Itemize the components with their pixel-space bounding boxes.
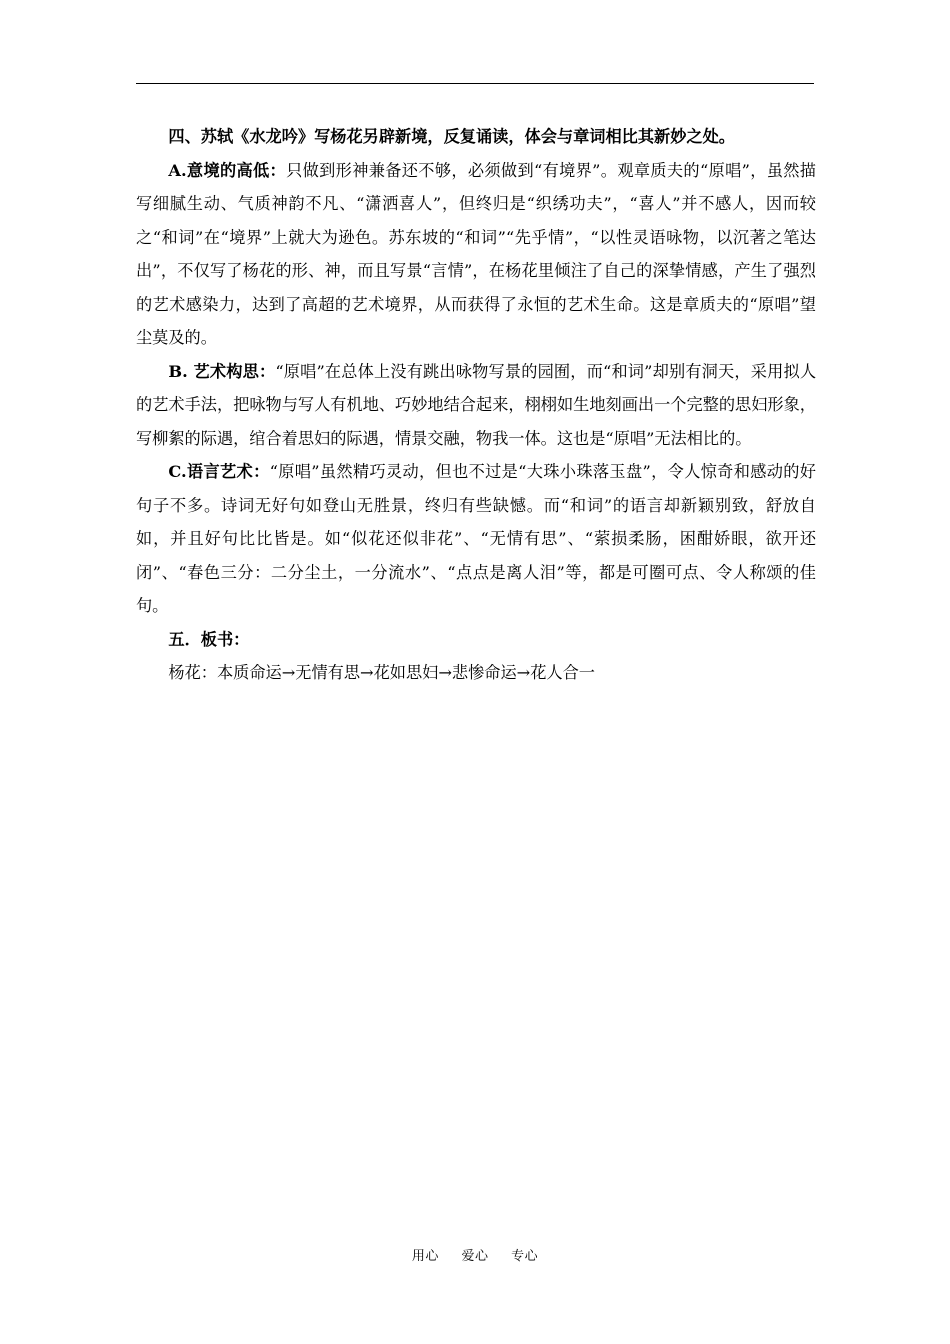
- paragraph-c-text: “原唱”虽然精巧灵动，但也不过是“大珠小珠落玉盘”，令人惊奇和感动的好句子不多。诗词无好句如登山无胜景，终归有些缺憾。而“和词”的语言却新颖别致，舒放自如，并且好句比比皆是。如“似花还似非花”、“无情有思”、“萦损柔肠，困酣娇眼，欲开还闭”、“春色三分：二分尘土，一分流水”、“点点是离人泪”等，都是可圈可点、令人称颂的佳句。: [136, 462, 816, 615]
- paragraph-a: [136, 154, 816, 355]
- board-summary-line: 杨花：本质命运→无情有思→花如思妇→悲惨命运→花人合一: [168, 663, 595, 682]
- paragraph-c: [136, 455, 816, 623]
- footer-item-1: 用心: [411, 1249, 439, 1264]
- document-body: [136, 120, 816, 690]
- page-footer: [0, 1247, 950, 1267]
- paragraph-a-text: 只做到形神兼备还不够，必须做到“有境界”。观章质夫的“原唱”，虽然描写细腻生动、气质神韵不凡、“潇洒喜人”，但终归是“织绣功夫”，“喜人”并不感人，因而较之“和词”在“境界”上就大为逊色。苏东坡的“和词”“先乎情”，“以性灵语咏物，以沉著之笔达出”，不仅写了杨花的形、神，而且写景“言情”，在杨花里倾注了自己的深挚情感，产生了强烈的艺术感染力，达到了高超的艺术境界，从而获得了永恒的艺术生命。这是章质夫的“原唱”望尘莫及的。: [136, 160, 816, 347]
- header-rule: [136, 83, 814, 84]
- footer-item-2: 爱心: [461, 1249, 489, 1264]
- section-4-heading: 四、苏轼《水龙吟》写杨花另辟新境，反复诵读，体会与章词相比其新妙之处。: [168, 127, 735, 146]
- section-5-heading: 五．板书：: [168, 629, 250, 649]
- footer-item-3: 专心: [511, 1249, 539, 1264]
- paragraph-a-lead: A.意境的高低：: [168, 160, 287, 180]
- paragraph-c-lead: C.语言艺术：: [168, 462, 270, 481]
- paragraph-b: [136, 355, 816, 456]
- paragraph-b-lead: B. 艺术构思：: [168, 361, 276, 381]
- paragraph-b-text: “原唱”在总体上没有跳出咏物写景的园囿，而“和词”却别有洞天，采用拟人的艺术手法，把咏物与写人有机地、巧妙地结合起来，栩栩如生地刻画出一个完整的思妇形象，写柳絮的际遇，绾合着思妇的际遇，情景交融，物我一体。这也是“原唱”无法相比的。: [136, 361, 817, 448]
